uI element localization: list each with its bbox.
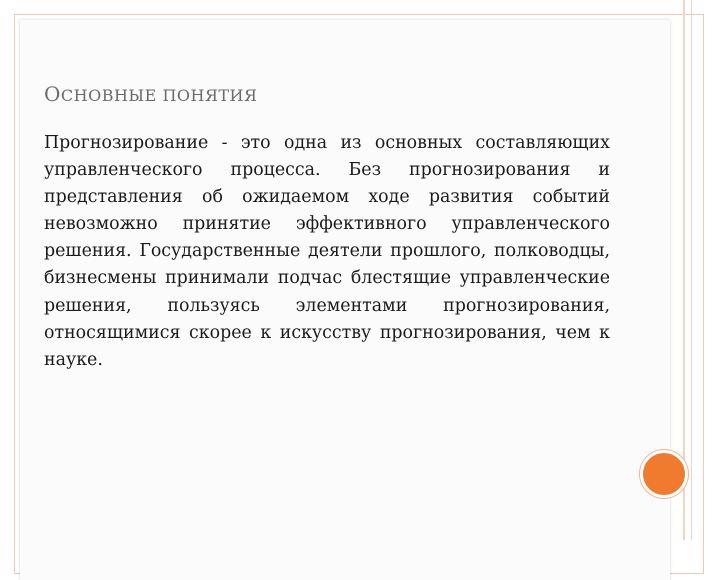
decorative-circle [640,450,688,498]
title-rest: СНОВНЫЕ ПОНЯТИЯ [60,86,258,105]
decorative-line [691,0,692,540]
slide-title [44,82,257,106]
body-paragraph: Прогнозирование - это одна из основных составляющих управленческого процесса. Без прогнозирования и представления об ожидаемом ходе развития событий невозможно принятие эффективного управленческого решения. Государственные деятели прошлого, полководцы, бизнесмены принимали подчас блестящие управленческие решения, пользуясь элементами прогнозирования, относящимися скорее к искусству прогнозирования, чем к науке. [44,133,610,370]
title-first-letter: О [44,82,61,106]
